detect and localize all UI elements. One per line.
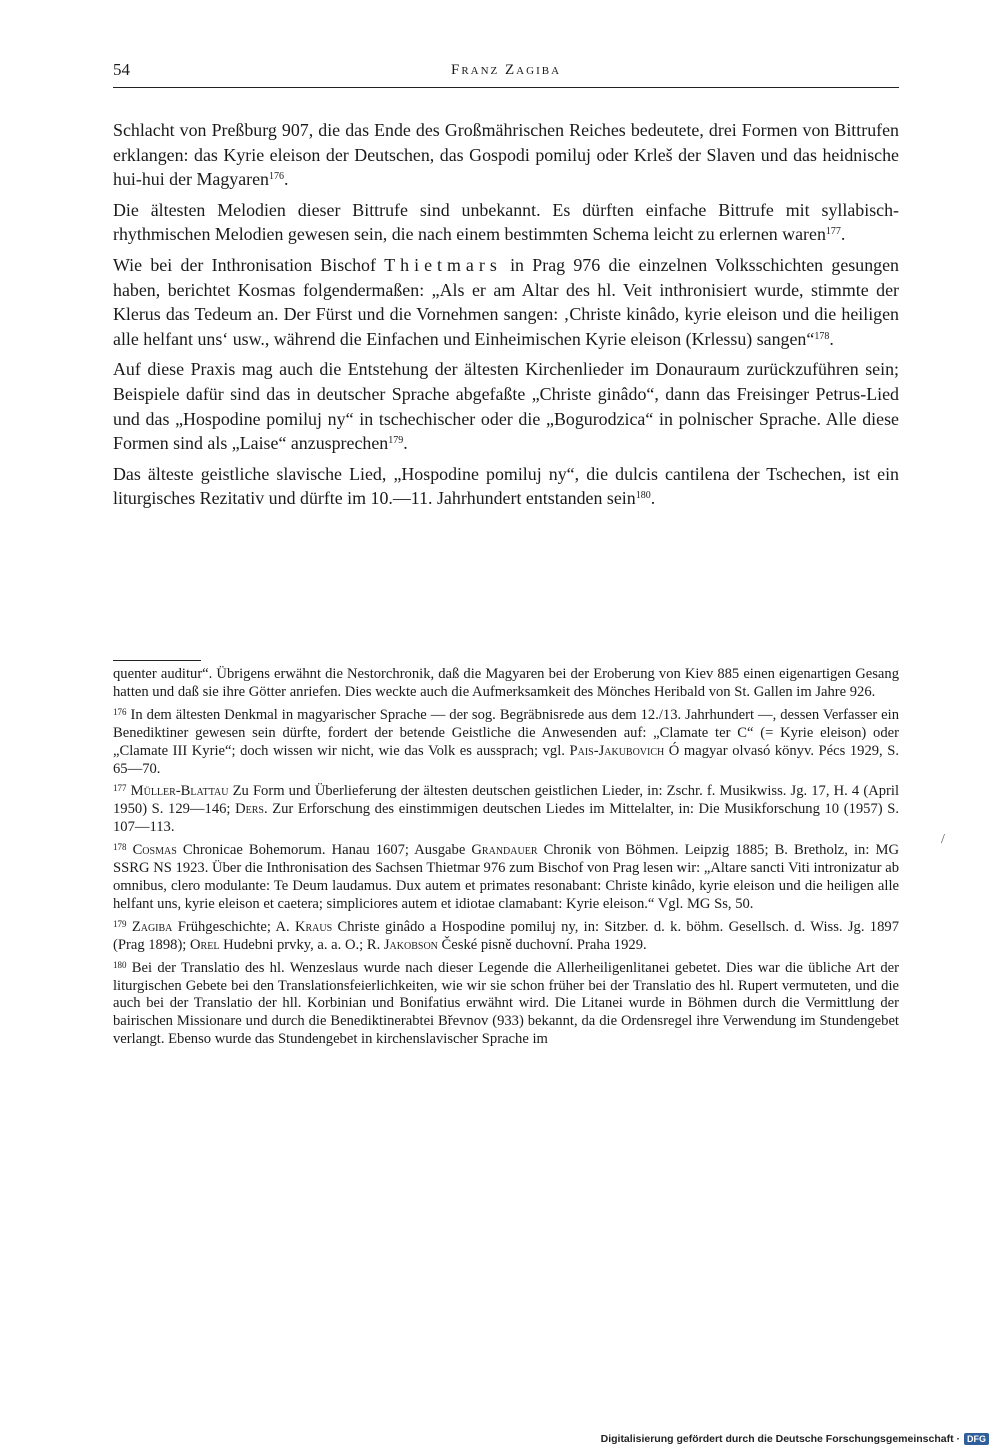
footnote-ref: 176: [269, 171, 284, 183]
footnote-continuation: quenter auditur“. Übrigens erwähnt die Nestorchronik, daß die Magyaren bei der Eroberung von Kiev 885 einen eigenartigen Gesang hatten und daß sie ihre Götter anriefen. Dies weckte auch die Aufmerksamkeit des Mönches Heribald von St. Gallen im Jahre 926.: [113, 666, 899, 700]
footnotes: [113, 666, 899, 1054]
footnote-180: $^{180}$ Bei der Translatio des hl. Wenzeslaus wurde nach dieser Legende die Allerheiligenlitanei gebetet. Dies war die übliche Art der liturgischen Gebete bei den Translationsfeierlichkeiten, wie wir sie schon früher bei der Translatio des hl. Rupert vermuteten, und die auch bei der Translatio der hll. Korbinian und Bonifatius erwähnt wird. Die Litanei wurde in Böhmen durch die Vermittlung der bairischen Missionare und durch die Benediktinerabtei Břevnov (933) bekannt, da die Ordensregel ihre Verwendung im Stundengebet verlangt. Ebenso wurde das Stundengebet in kirchenslavischer Sprache im: [113, 959, 899, 1048]
footnote-176: $^{176}$ In dem ältesten Denkmal in magyarischer Sprache — der sog. Begräbnisrede aus dem 12./13. Jahrhundert —, dessen Verfasser ein Benediktiner gewesen sein dürfte, fordert der betende Geistliche die Anwesenden auf: „Clamate ter C“ (= Kyrie eleison) oder „Clamate III Kyrie“; doch wissen wir nicht, wie das Volk es aussprach; vgl. Pais-Jakubovich Ó magyar olvasó könyv. Pécs 1929, S. 65—70.: [113, 706, 899, 777]
footnote-ref: 177: [825, 226, 841, 238]
paragraph: Wie bei der Inthronisation Bischof Thietmars in Prag 976 die einzelnen Volksschichten gesungen haben, berichtet Kosmas folgendermaßen: „Als er am Altar des hl. Veit inthronisiert wurde, stimmte der Klerus das Tedeum an. Der Fürst und die Vornehmen sangen: ‚Christe kinâdo, kyrie eleison und die heiligen alle helfant uns‘ usw., während die Einfachen und Einheimischen Kyrie eleison (Krlessu) sangen“$^{178}$.: [113, 254, 899, 349]
page-number: 54: [113, 60, 130, 79]
header-rule: [113, 87, 899, 88]
paragraph: Das älteste geistliche slavische Lied, „Hospodine pomiluj ny“, die dulcis cantilena der Tschechen, ist ein liturgisches Rezitativ und dürfte im 10.—11. Jahrhundert entstanden sein$^{180}$.: [113, 463, 899, 509]
footnote-ref: 180: [635, 490, 651, 502]
paragraph: Schlacht von Preßburg 907, die das Ende des Großmährischen Reiches bedeutete, drei Formen von Bittrufen erklangen: das Kyrie eleison der Deutschen, das Gospodi pomiluj oder Krleš der Slaven und das heidnische hui-hui der Magyaren$^{176}$.: [113, 120, 899, 190]
footnote-ref: 178: [814, 330, 830, 342]
page-header: [113, 60, 899, 90]
footnote-rule: [113, 660, 201, 661]
footnote-ref: 179: [388, 435, 404, 447]
margin-mark: /: [941, 832, 945, 847]
running-title: Franz Zagiba: [450, 62, 562, 78]
footnote-179: $^{179}$ Zagiba Frühgeschichte; A. Kraus Christe ginâdo a Hospodine pomiluj ny, in: Sitzber. d. k. böhm. Gesellsch. d. Wiss. Jg. 1897 (Prag 1898); Orel Hudebni prvky, a. a. O.; R. Jakobson České pisně duchovní. Praha 1929.: [113, 918, 899, 953]
footnote-177: $^{177}$ Müller-Blattau Zu Form und Überlieferung der ältesten deutschen geistlichen Lieder, in: Zschr. f. Musikwiss. Jg. 17, H. 4 (April 1950) S. 129—146; Ders. Zur Erforschung des einstimmigen deutschen Liedes im Mittelalter, in: Die Musikforschung 10 (1957) S. 107—113.: [113, 783, 899, 836]
body-text: [113, 118, 899, 517]
spaced-name: Thietmars: [384, 254, 502, 275]
footnote-178: $^{178}$ Cosmas Chronicae Bohemorum. Hanau 1607; Ausgabe Grandauer Chronik von Böhmen. Leipzig 1885; B. Bretholz, in: MG SSRG NS 1923. Über die Inthronisation des Sachsen Thietmar 976 zum Bischof von Prag lesen wir: „Altare sancti Viti intronizatur ab omnibus, clero modulante: Te Deum laudamus. Dux autem et primates resonabant: Christe kinâdo, kyrie eleison und die heiligen alle helfant uns, kyrie eleison et caetera; simpliciores autem et idiotae clamabant: Kyrie eleison.“ Vgl. MG Ss, 50.: [113, 842, 899, 912]
paragraph: Auf diese Praxis mag auch die Entstehung der ältesten Kirchenlieder im Donauraum zurückzuführen sein; Beispiele dafür sind das in deutscher Sprache abgefaßte „Christe ginâdo“, dann das Freisinger Petrus-Lied und das „Hospodine pomiluj ny“ in tschechischer oder die „Bogurodzica“ in polnischer Sprache. Alle diese Formen sind als „Laise“ anzusprechen$^{179}$.: [113, 359, 899, 454]
paragraph: Die ältesten Melodien dieser Bittrufe sind unbekannt. Es dürften einfache Bittrufe mit syllabisch-rhythmischen Melodien gewesen sein, die nach einem bestimmten Schema leicht zu erlernen waren$^{177}$.: [113, 199, 899, 245]
dfg-logo: DFG: [964, 1433, 989, 1445]
digitization-footer: [601, 1433, 989, 1445]
footer-text: Digitalisierung gefördert durch die Deutsche Forschungsgemeinschaft ·: [600, 1433, 960, 1445]
